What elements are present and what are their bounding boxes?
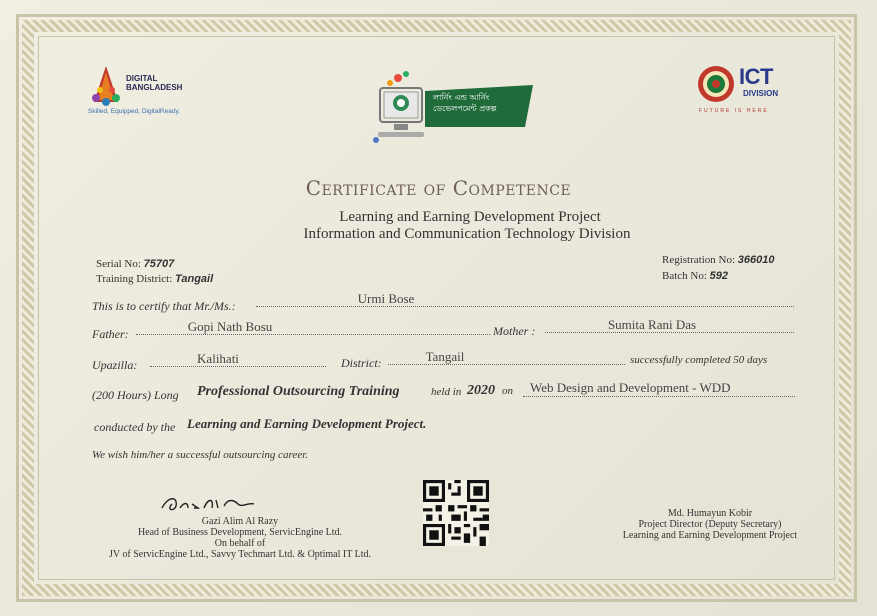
left-signatory-behalf: On behalf of <box>214 538 266 549</box>
upazila-value: Kalihati <box>197 351 239 366</box>
track-underline <box>523 396 795 397</box>
left-signatory-name: Gazi Alim Al Razy <box>201 516 279 527</box>
lead-bangla-title <box>433 92 496 114</box>
registration-number <box>662 254 775 266</box>
division-name: Information and Communication Technology Division <box>303 226 631 242</box>
on-text: on <box>502 385 513 397</box>
left-signatory-title: Head of Business Development, ServicEngine Ltd. <box>137 527 343 538</box>
course-name: Professional Outsourcing Training <box>197 384 400 399</box>
recipient-name: Urmi Bose <box>357 291 415 306</box>
mother-label: Mother : <box>493 324 536 338</box>
training-district-value: Tangail <box>175 273 214 285</box>
district-label: District: <box>341 356 382 370</box>
training-district-label: Training District: <box>96 273 173 285</box>
father-name: Gopi Nath Bosu <box>187 319 273 334</box>
batch-label: Batch No: <box>662 270 707 282</box>
training-year: 2020 <box>467 383 495 398</box>
father-label: Father: <box>92 327 129 341</box>
right-signatory-org: Learning and Earning Development Project <box>622 530 798 541</box>
computer-icon <box>370 70 430 146</box>
batch-value: 592 <box>709 270 729 282</box>
serial-value: 75707 <box>143 258 175 270</box>
db-line2: BANGLADESH <box>126 83 183 92</box>
conducted-prefix: conducted by the <box>94 420 176 434</box>
left-signature-mark <box>158 492 258 516</box>
qr-code <box>423 480 489 546</box>
lead-project-logo <box>370 70 540 150</box>
certify-label: This is to certify that Mr./Ms.: <box>92 299 236 313</box>
serial-label: Serial No: <box>96 258 141 270</box>
completion-text: successfully completed 50 days <box>630 354 768 366</box>
training-district <box>96 273 213 285</box>
right-signatory-name: Md. Humayun Kobir <box>667 508 753 519</box>
db-line1: DIGITAL <box>126 74 158 83</box>
right-signatory-title: Project Director (Deputy Secretary) <box>638 519 782 530</box>
mother-name: Sumita Rani Das <box>607 317 697 332</box>
digital-bangladesh-emblem-icon <box>86 64 126 108</box>
left-signatory <box>80 516 400 560</box>
ict-division-label: DIVISION <box>743 89 779 98</box>
held-in-text: held in <box>431 386 462 398</box>
right-signatory <box>600 508 820 541</box>
ict-division-logo <box>696 62 806 118</box>
serial-number <box>96 258 174 270</box>
digital-bangladesh-wordmark <box>126 74 182 92</box>
registration-value: 366010 <box>737 254 775 266</box>
registration-label: Registration No: <box>662 254 736 266</box>
training-track: Web Design and Development - WDD <box>530 380 731 395</box>
left-signatory-org: JV of ServicEngine Ltd., Savvy Techmart Ltd. & Optimal IT Ltd. <box>108 549 372 560</box>
lead-line2: ডেভেলপমেন্ট প্রকল্প <box>433 104 497 113</box>
digital-bangladesh-tagline: Skilled, Equipped, DigitalReady. <box>88 108 181 115</box>
conducted-by: Learning and Earning Development Project. <box>187 416 427 431</box>
project-name: Learning and Earning Development Project <box>339 209 601 225</box>
batch-number <box>662 270 728 282</box>
certificate-title: Certificate of Competence <box>305 176 572 200</box>
digital-bangladesh-logo <box>86 64 206 120</box>
district-value: Tangail <box>425 349 465 364</box>
government-seal-icon <box>696 64 736 104</box>
ict-tagline: FUTURE IS HERE <box>699 108 769 114</box>
upazila-label: Upazilla: <box>92 358 138 372</box>
lead-line1: লার্নিং এন্ড আর্নিং <box>433 93 490 102</box>
hours-text: (200 Hours) Long <box>92 388 179 402</box>
ict-wordmark: ICT <box>739 64 773 89</box>
wish-text: We wish him/her a successful outsourcing career. <box>92 449 309 461</box>
